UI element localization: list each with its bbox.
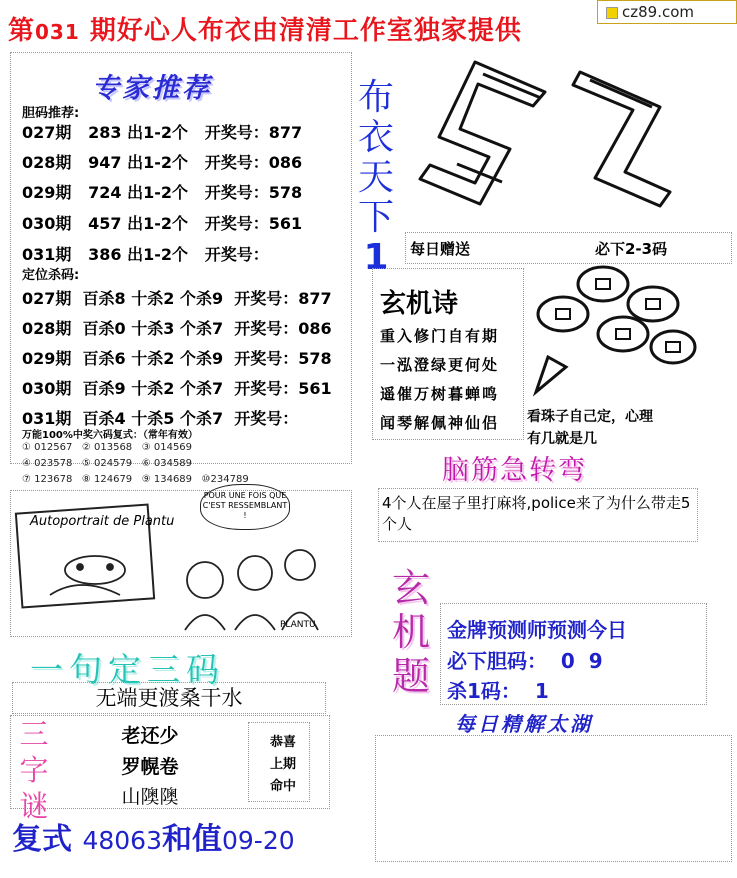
site-badge-label: cz89.com — [622, 3, 695, 21]
numbers-illustration — [405, 52, 730, 232]
buyi-char: 布 — [357, 77, 394, 118]
title-issue: 031 — [35, 20, 80, 44]
sum-value: 09-20 — [221, 826, 295, 855]
combo-label: 万能100%中奖六码复式：（常年有效） — [22, 430, 198, 441]
buyi-vertical-title — [352, 78, 400, 278]
fushi-value: 48063 — [82, 826, 162, 855]
buyi-number: 1 — [363, 237, 389, 278]
site-badge[interactable] — [597, 0, 737, 24]
gold-line: 必下胆码： 0 9 — [447, 649, 603, 673]
combo-row: ④ 023578 ⑤ 024579 ⑥ 034589 — [22, 458, 193, 469]
san-zi-mi-char: 三 — [19, 717, 49, 751]
kill-row: 030期 百杀9 十杀2 个杀7 开奖号：561 — [22, 379, 332, 398]
fushi-label: 复式 — [12, 822, 72, 857]
gold-line: 金牌预测师预测今日 — [447, 618, 627, 642]
brain-teaser-text: 4个人在屋子里打麻将,police来了为什么带走5个人 — [382, 494, 691, 533]
riddle-line: 老还少 — [121, 725, 179, 747]
beads-note-line: 看珠子自己定，心理 — [527, 409, 653, 425]
expert-heading: 专家推荐 — [92, 73, 212, 104]
xuanji-ti-char: 玄 — [391, 566, 430, 610]
gold-line: 杀1码： 1 — [447, 679, 549, 703]
speech-bubble: POUR UNE FOIS QUE C'EST RESSEMBLANT ! — [200, 484, 290, 530]
title-text: 期好心人布衣由清清工作室独家提供 — [79, 16, 522, 46]
congrats-line: 恭喜 — [269, 735, 296, 750]
cartoon-caption: Autoportrait de Plantu — [30, 514, 175, 529]
sum-label: 和值 — [161, 822, 222, 857]
dan-row: 030期 457 出1-2个 开奖号：561 — [22, 214, 303, 233]
poem-title: 玄机诗 — [380, 289, 459, 319]
dan-row: 031期 386 出1-2个 开奖号： — [22, 245, 269, 264]
dan-row: 027期 283 出1-2个 开奖号：877 — [22, 123, 303, 142]
one-sentence-text: 无端更渡桑干水 — [12, 682, 326, 714]
one-sentence-title: 一句定三码 — [30, 650, 225, 689]
xuanji-ti-char: 题 — [391, 654, 430, 698]
cartoon-illustration — [30, 535, 330, 635]
beads-note-line: 有几就是几 — [527, 431, 597, 447]
kill-row: 031期 百杀4 十杀5 个杀7 开奖号： — [22, 409, 299, 428]
site-logo-icon — [606, 7, 618, 19]
san-zi-mi-label — [12, 716, 56, 824]
dan-row: 029期 724 出1-2个 开奖号：578 — [22, 183, 303, 202]
kill-row: 028期 百杀0 十杀3 个杀7 开奖号：086 — [22, 319, 332, 338]
brain-teaser-title: 脑筋急转弯 — [442, 455, 587, 486]
congrats-line: 命中 — [269, 779, 296, 794]
buyi-char: 衣 — [357, 117, 394, 158]
combo-row: ⑦ 123678 ⑧ 124679 ⑨ 134689 ⑩234789 — [22, 474, 249, 485]
beads-illustration — [528, 262, 698, 402]
dan-row: 028期 947 出1-2个 开奖号：086 — [22, 153, 303, 172]
poem-line: 闻琴解佩神仙侣 — [380, 414, 500, 432]
san-zi-mi-char: 字 — [19, 753, 49, 787]
kill-row: 027期 百杀8 十杀2 个杀9 开奖号：877 — [22, 289, 332, 308]
kill-row: 029期 百杀6 十杀2 个杀9 开奖号：578 — [22, 349, 332, 368]
san-zi-mi-char: 谜 — [19, 789, 49, 823]
page-title — [8, 10, 522, 47]
combo-row: ① 012567 ② 013568 ③ 014569 — [22, 442, 193, 453]
buyi-char: 天 — [357, 157, 394, 198]
poem-line: 遥催万树暮蝉鸣 — [380, 385, 500, 403]
daily-solve-label: 每日精解太湖 — [455, 712, 593, 736]
must-pick-label: 必下2-3码 — [595, 240, 668, 258]
buyi-char: 下 — [357, 197, 394, 238]
poem-line: 一泓澄绿更何处 — [380, 356, 500, 374]
title-prefix: 第 — [8, 16, 36, 46]
dan-label: 胆码推荐: — [22, 106, 80, 121]
cartoon-signature: PLANTU — [280, 620, 316, 630]
daily-gift-label: 每日赠送 — [410, 240, 471, 258]
poem-line: 重入修门自有期 — [380, 327, 500, 345]
empty-right-box — [375, 735, 732, 862]
riddle-line: 山隩隩 — [121, 786, 179, 808]
kill-label: 定位杀码: — [22, 268, 80, 283]
xuanji-ti-char: 机 — [391, 610, 430, 654]
riddle-line: 罗幌卷 — [121, 756, 179, 778]
fushi-line — [12, 814, 295, 858]
congrats-line: 上期 — [269, 757, 296, 772]
xuanji-ti-vertical — [388, 566, 434, 698]
